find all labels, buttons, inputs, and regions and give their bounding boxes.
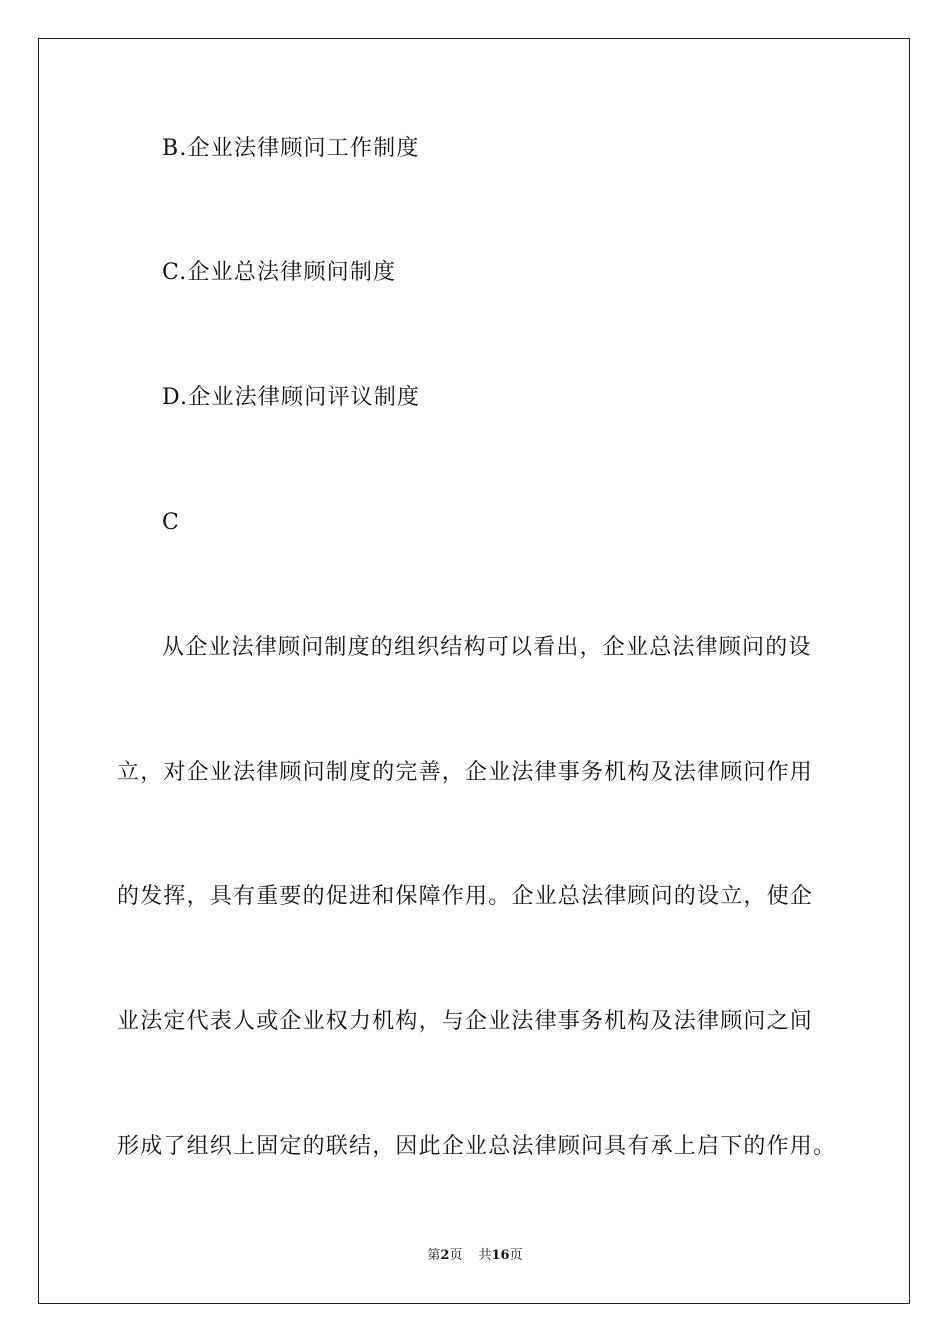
explanation-line: 的发挥，具有重要的促进和保障作用。企业总法律顾问的设立，使企 [117,884,814,909]
option-d: D.企业法律顾问评议制度 [162,385,421,410]
option-b: B.企业法律顾问工作制度 [162,136,420,161]
page-footer [0,1247,950,1265]
page-number-label: 第2页 [427,1248,463,1263]
explanation-line: 从企业法律顾问制度的组织结构可以看出，企业总法律顾问的设 [162,635,812,660]
answer: C [162,510,181,535]
total-pages-label: 共16页 [478,1248,523,1263]
page-border [38,38,910,1304]
explanation-line: 业法定代表人或企业权力机构，与企业法律事务机构及法律顾问之间 [117,1009,814,1034]
explanation-line: 形成了组织上固定的联结，因此企业总法律顾问具有承上启下的作用。 [117,1134,837,1159]
explanation-line: 立，对企业法律顾问制度的完善，企业法律事务机构及法律顾问作用 [117,760,814,785]
option-c: C.企业总法律顾问制度 [162,260,397,285]
